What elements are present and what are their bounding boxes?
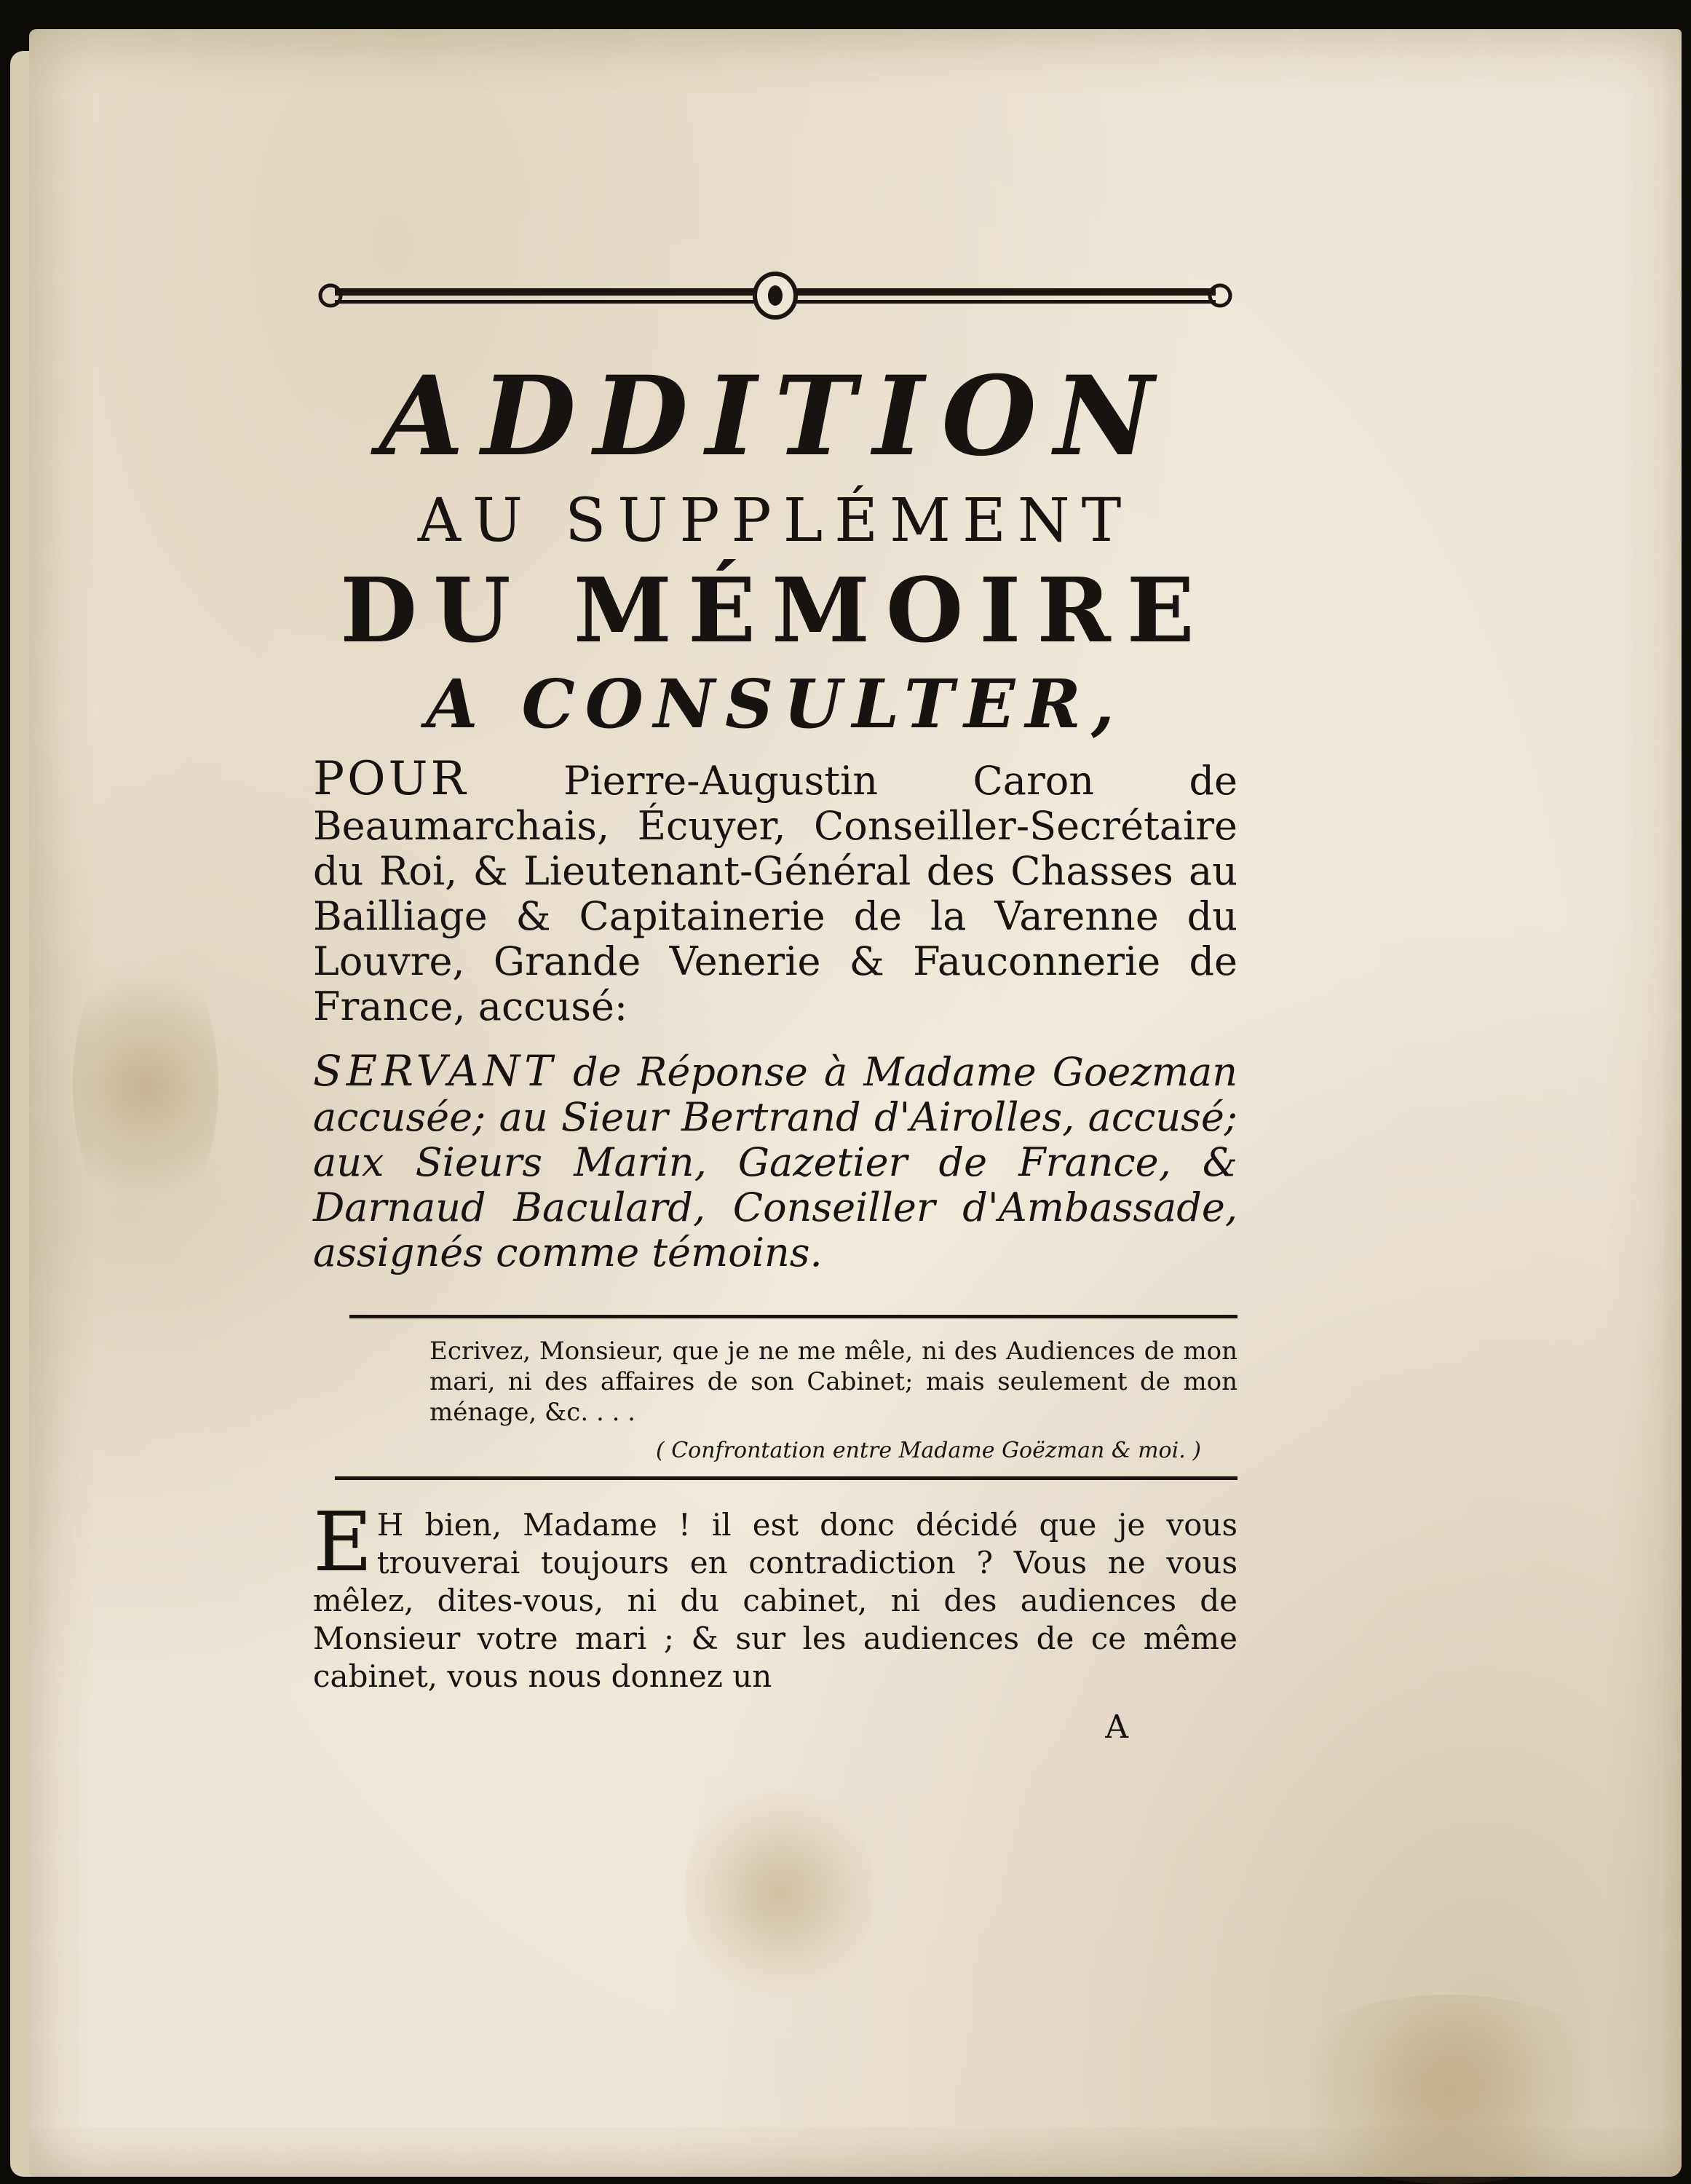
drop-cap: E: [313, 1495, 373, 1591]
title-page: [313, 262, 1237, 1746]
pour-lead: POUR: [313, 752, 469, 807]
pour-paragraph: [313, 752, 1237, 1030]
paper-stain: [73, 939, 218, 1230]
heading-italic: A CONSULTER,: [426, 665, 1125, 744]
signature-mark: A: [1105, 1709, 1128, 1746]
pour-text: Pierre-Augustin Caron de Beaumarchais, Écuyer, Conseiller-Secrétaire du Roi, & Lieutenant-Général des Chasses au Bailliage & Capitainerie de la Varenne du Louvre, Grande Venerie & Fauconnerie de France, accusé:: [313, 758, 1237, 1030]
servant-text: de Réponse à Madame Goezman accusée; au Sieur Bertrand d'Airolles, accusé; aux Sieurs Marin, Gazetier de France, & Darnaud Baculard, Conseiller d'Ambassade, assignés comme témoins.: [313, 1049, 1237, 1276]
ornament-band: [313, 262, 1237, 328]
body-paragraph: [313, 1495, 1237, 1696]
subtitle: AU SUPPLÉMENT: [417, 486, 1133, 555]
paper-stain: [1267, 1995, 1631, 2184]
servant-paragraph: [313, 1048, 1237, 1275]
divider-rule: [349, 1315, 1237, 1318]
divider-rule: [335, 1476, 1237, 1480]
epigraph-source: ( Confrontation entre Madame Goëzman & moi. ): [655, 1438, 1201, 1464]
servant-lead: SERVANT: [313, 1046, 557, 1096]
epigraph: Ecrivez, Monsieur, que je ne me mêle, ni des Audiences de mon mari, ni des affaires de son Cabinet; mais seulement de mon ménage, &c. . . .: [429, 1337, 1237, 1428]
paper-stain: [684, 1776, 874, 2009]
heading: DU MÉMOIRE: [340, 558, 1211, 663]
page-title: ADDITION: [379, 352, 1172, 480]
body-text: H bien, Madame ! il est donc décidé que je vous trouverai toujours en contradiction ? Vous ne vous mêlez, dites-vous, ni du cabinet, ni des audiences de Monsieur votre mari ; & sur les audiences de ce même cabinet, vous nous donnez un: [313, 1507, 1237, 1695]
